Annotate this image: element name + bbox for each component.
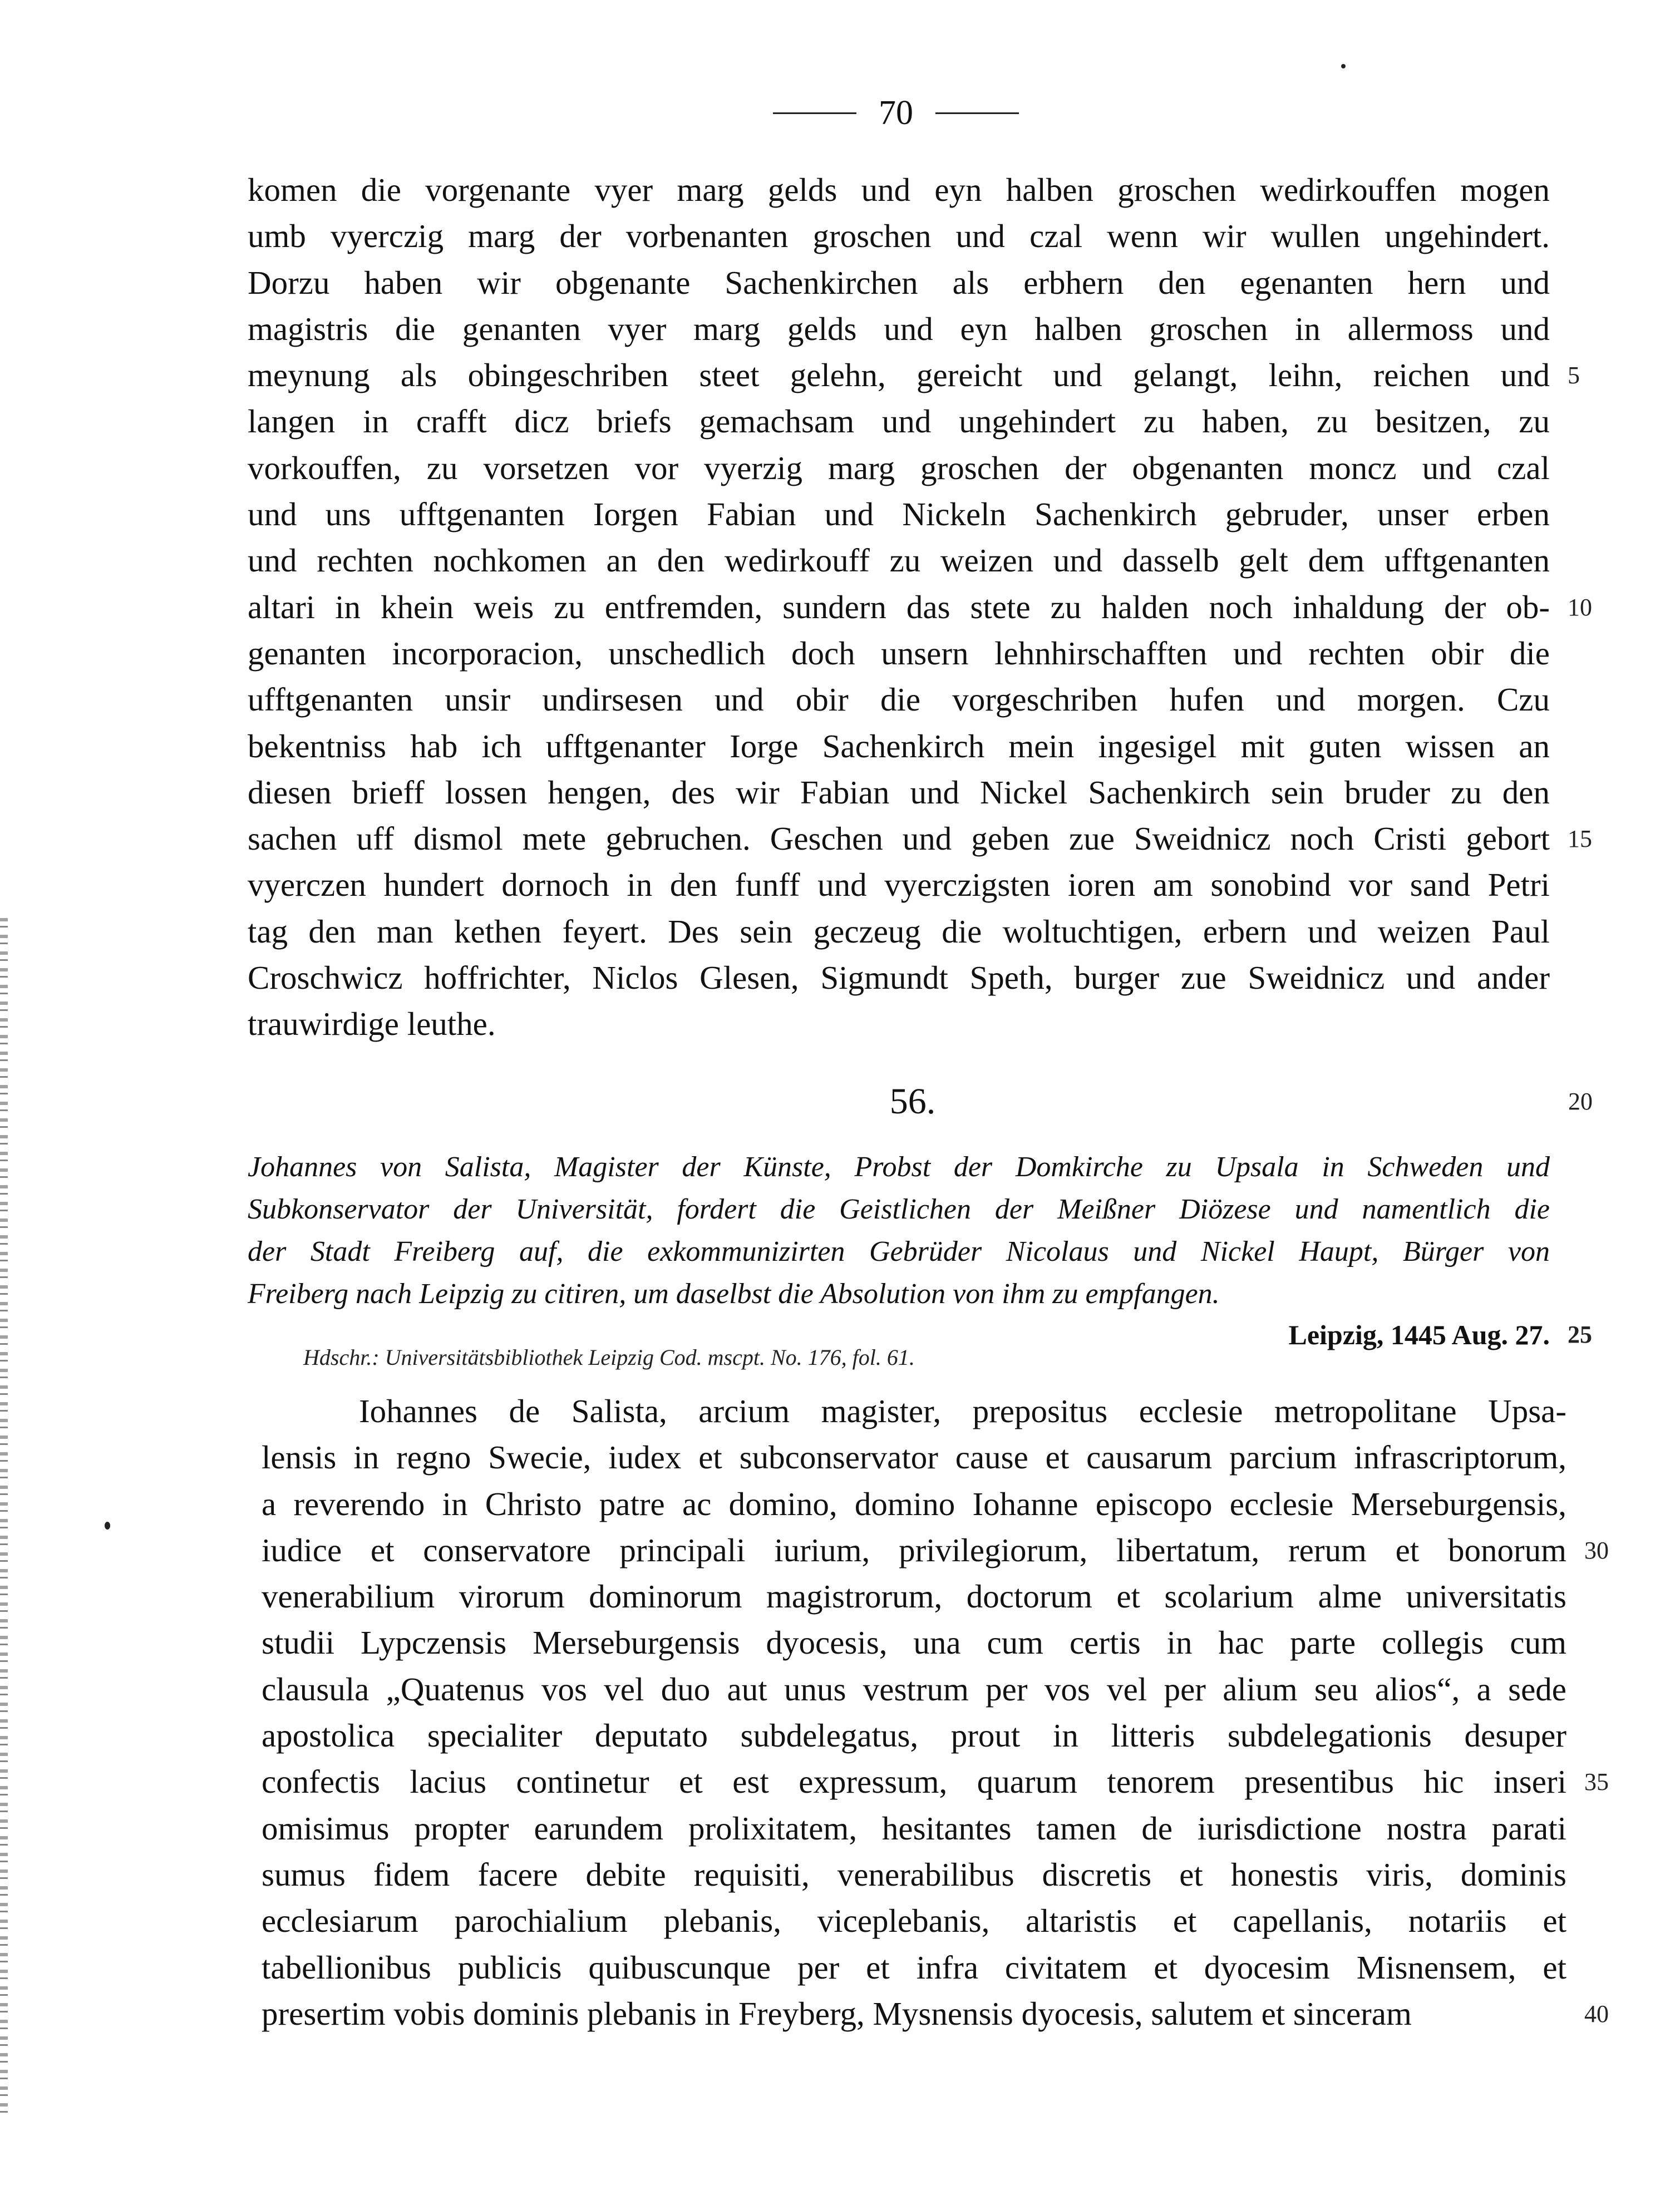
scan-speck <box>1341 64 1346 68</box>
text-line <box>248 630 1550 677</box>
text-line-content: sachen uff dismol mete gebruchen. Geschen und geben zue Sweidnicz noch Cristi gebort <box>248 820 1550 857</box>
text-line-content: tag den man kethen feyert. Des sein geczeug die woltuchtigen, erbern und weizen Paul <box>248 912 1550 950</box>
text-line <box>262 1898 1566 1944</box>
text-line-content: diesen brieff lossen hengen, des wir Fabian und Nickel Sachenkirch sein bruder zu den <box>248 773 1550 811</box>
header-rule-right <box>935 112 1019 114</box>
text-line <box>262 1620 1566 1666</box>
text-block-document <box>262 1388 1609 2037</box>
text-line-content: umb vyerczig marg der vorbenanten groschen und czal wenn wir wullen ungehindert. <box>248 218 1550 255</box>
text-line-content: vyerczen hundert dornoch in den funff und vyerczigsten ioren am sonobind vor sand Petri <box>248 866 1550 904</box>
text-line-content: magistris die genanten vyer marg gelds und eyn halben groschen in allermoss und <box>248 310 1550 347</box>
text-line <box>262 1527 1609 1573</box>
text-line <box>248 537 1550 584</box>
text-line <box>262 1434 1566 1481</box>
text-line-content: vorkouffen, zu vorsetzen vor vyerzig marg groschen der obgenanten moncz und czal <box>248 449 1550 486</box>
line-number: 35 <box>1584 1768 1609 1796</box>
text-line-content: trauwirdige leuthe. <box>248 1005 496 1043</box>
text-line <box>262 1991 1609 2037</box>
line-number: 15 <box>1568 825 1592 853</box>
text-line-content: lensis in regno Swecie, iudex et subconservator cause et causarum parcium infrascriptorum, <box>262 1439 1566 1476</box>
text-line <box>248 491 1550 537</box>
text-line-content: Croschwicz hoffrichter, Niclos Glesen, Sigmundt Speth, burger zue Sweidnicz und ander <box>248 959 1550 997</box>
scan-speck <box>105 1522 110 1530</box>
line-number-25: 25 <box>1568 1321 1592 1348</box>
regest-line: der Stadt Freiberg auf, die exkommunizirten Gebrüder Nicolaus und Nickel Haupt, Bürger von <box>248 1236 1550 1267</box>
text-line-content: Dorzu haben wir obgenante Sachenkirchen als erbhern den egenanten hern und <box>248 264 1550 301</box>
text-line-content: genanten incorporacion, unschedlich doch unsern lehnhirschafften und rechten obir die <box>248 634 1550 672</box>
text-line-content: ecclesiarum parochialium plebanis, viceplebanis, altaristis et capellanis, notariis et <box>262 1902 1566 1940</box>
text-line-content: apostolica specialiter deputato subdelegatus, prout in litteris subdelegationis desuper <box>262 1717 1566 1754</box>
text-line <box>248 584 1592 630</box>
text-line <box>248 909 1550 955</box>
text-line-content: tabellionibus publicis quibuscunque per et infra civitatem et dyocesim Misnensem, et <box>262 1949 1566 1986</box>
text-line <box>248 677 1550 723</box>
text-line <box>248 260 1550 306</box>
text-line <box>248 445 1550 491</box>
text-line <box>262 1806 1566 1852</box>
document-regest <box>248 1146 1592 1354</box>
text-line <box>262 1945 1566 1991</box>
regest-line: Freiberg nach Leipzig zu citiren, um daselbst die Absolution von ihm zu empfangen. <box>248 1278 1220 1310</box>
text-line-content: und uns ufftgenanten Iorgen Fabian und Nickeln Sachenkirch gebruder, unser erben <box>248 496 1550 533</box>
text-line <box>248 167 1550 213</box>
text-line <box>262 1388 1566 1434</box>
text-line-content: sumus fidem facere debite requisiti, venerabilibus discretis et honestis viris, dominis <box>262 1856 1566 1893</box>
text-line <box>248 213 1550 259</box>
text-line <box>248 352 1580 398</box>
date-text: Leipzig, 1445 Aug. 27. <box>1288 1319 1550 1350</box>
page-header <box>751 88 1041 138</box>
text-line-content: venerabilium virorum dominorum magistrorum, doctorum et scolarium alme universitatis <box>262 1578 1566 1615</box>
document-number: 56. <box>889 1081 936 1122</box>
text-line <box>262 1852 1566 1898</box>
text-line-content: Iohannes de Salista, arcium magister, prepositus ecclesie metropolitane Upsa- <box>359 1393 1566 1429</box>
text-line <box>262 1759 1609 1805</box>
text-line-content: clausula „Quatenus vos vel duo aut unus vestrum per vos vel per alium seu alios“, a sede <box>262 1670 1566 1708</box>
text-line-content: ufftgenanten unsir undirsesen und obir die vorgeschriben hufen und morgen. Czu <box>248 681 1550 718</box>
text-line-content: iudice et conservatore principali iurium, privilegiorum, libertatum, rerum et bonorum <box>262 1531 1566 1568</box>
text-line-content: confectis lacius continetur et est expressum, quarum tenorem presentibus hic inseri <box>262 1763 1566 1800</box>
text-line-content: bekentniss hab ich ufftgenanter Iorge Sachenkirch mein ingesigel mit guten wissen an <box>248 727 1550 764</box>
text-line <box>262 1713 1566 1759</box>
text-line-content: langen in crafft dicz briefs gemachsam und ungehindert zu haben, zu besitzen, zu <box>248 403 1550 440</box>
line-number-20: 20 <box>1568 1088 1593 1115</box>
text-line-content: altari in khein weis zu entfremden, sundern das stete zu halden noch inhaldung der ob- <box>248 588 1550 625</box>
text-line <box>248 862 1550 908</box>
manuscript-source: Hdschr.: Universitätsbibliothek Leipzig Cod. mscpt. No. 176, fol. 61. <box>303 1345 915 1370</box>
page-number: 70 <box>879 94 913 132</box>
text-line-content: a reverendo in Christo patre ac domino, domino Iohanne episcopo ecclesie Merseburgensis, <box>262 1485 1566 1522</box>
line-number: 30 <box>1584 1536 1609 1564</box>
line-number: 5 <box>1568 362 1580 389</box>
text-line <box>248 816 1592 862</box>
text-line <box>262 1481 1566 1527</box>
text-line <box>248 1001 1550 1047</box>
text-line <box>262 1573 1566 1620</box>
text-line-content: meynung als obingeschriben steet gelehn, gereicht und gelangt, leihn, reichen und <box>248 357 1550 394</box>
text-line-content: studii Lypczensis Merseburgensis dyocesis, una cum certis in hac parte collegis cum <box>262 1624 1566 1661</box>
text-line-content: presertim vobis dominis plebanis in Freyberg, Mysnensis dyocesis, salutem et sinceram <box>262 1995 1412 2032</box>
text-line <box>248 955 1550 1001</box>
text-block-continuation <box>248 167 1592 1048</box>
line-number: 40 <box>1584 2000 1609 2028</box>
regest-line: Johannes von Salista, Magister der Künste, Probst der Domkirche zu Upsala in Schweden und <box>248 1151 1550 1183</box>
text-line-content: und rechten nochkomen an den wedirkouff zu weizen und dasselb gelt dem ufftgenanten <box>248 542 1550 579</box>
text-line <box>248 769 1550 816</box>
text-line-content: omisimus propter earundem prolixitatem, hesitantes tamen de iurisdictione nostra parati <box>262 1809 1566 1847</box>
text-line <box>248 398 1550 445</box>
header-rule-left <box>773 112 856 114</box>
text-line <box>248 723 1550 769</box>
text-line <box>248 306 1550 352</box>
text-line <box>262 1666 1566 1713</box>
line-number: 10 <box>1568 593 1592 621</box>
scan-edge-artifact <box>0 918 8 2114</box>
regest-line: Subkonservator der Universität, fordert die Geistlichen der Meißner Diözese und namentlich die <box>248 1193 1550 1225</box>
text-line-content: komen die vorgenante vyer marg gelds und eyn halben groschen wedirkouffen mogen <box>248 171 1550 208</box>
